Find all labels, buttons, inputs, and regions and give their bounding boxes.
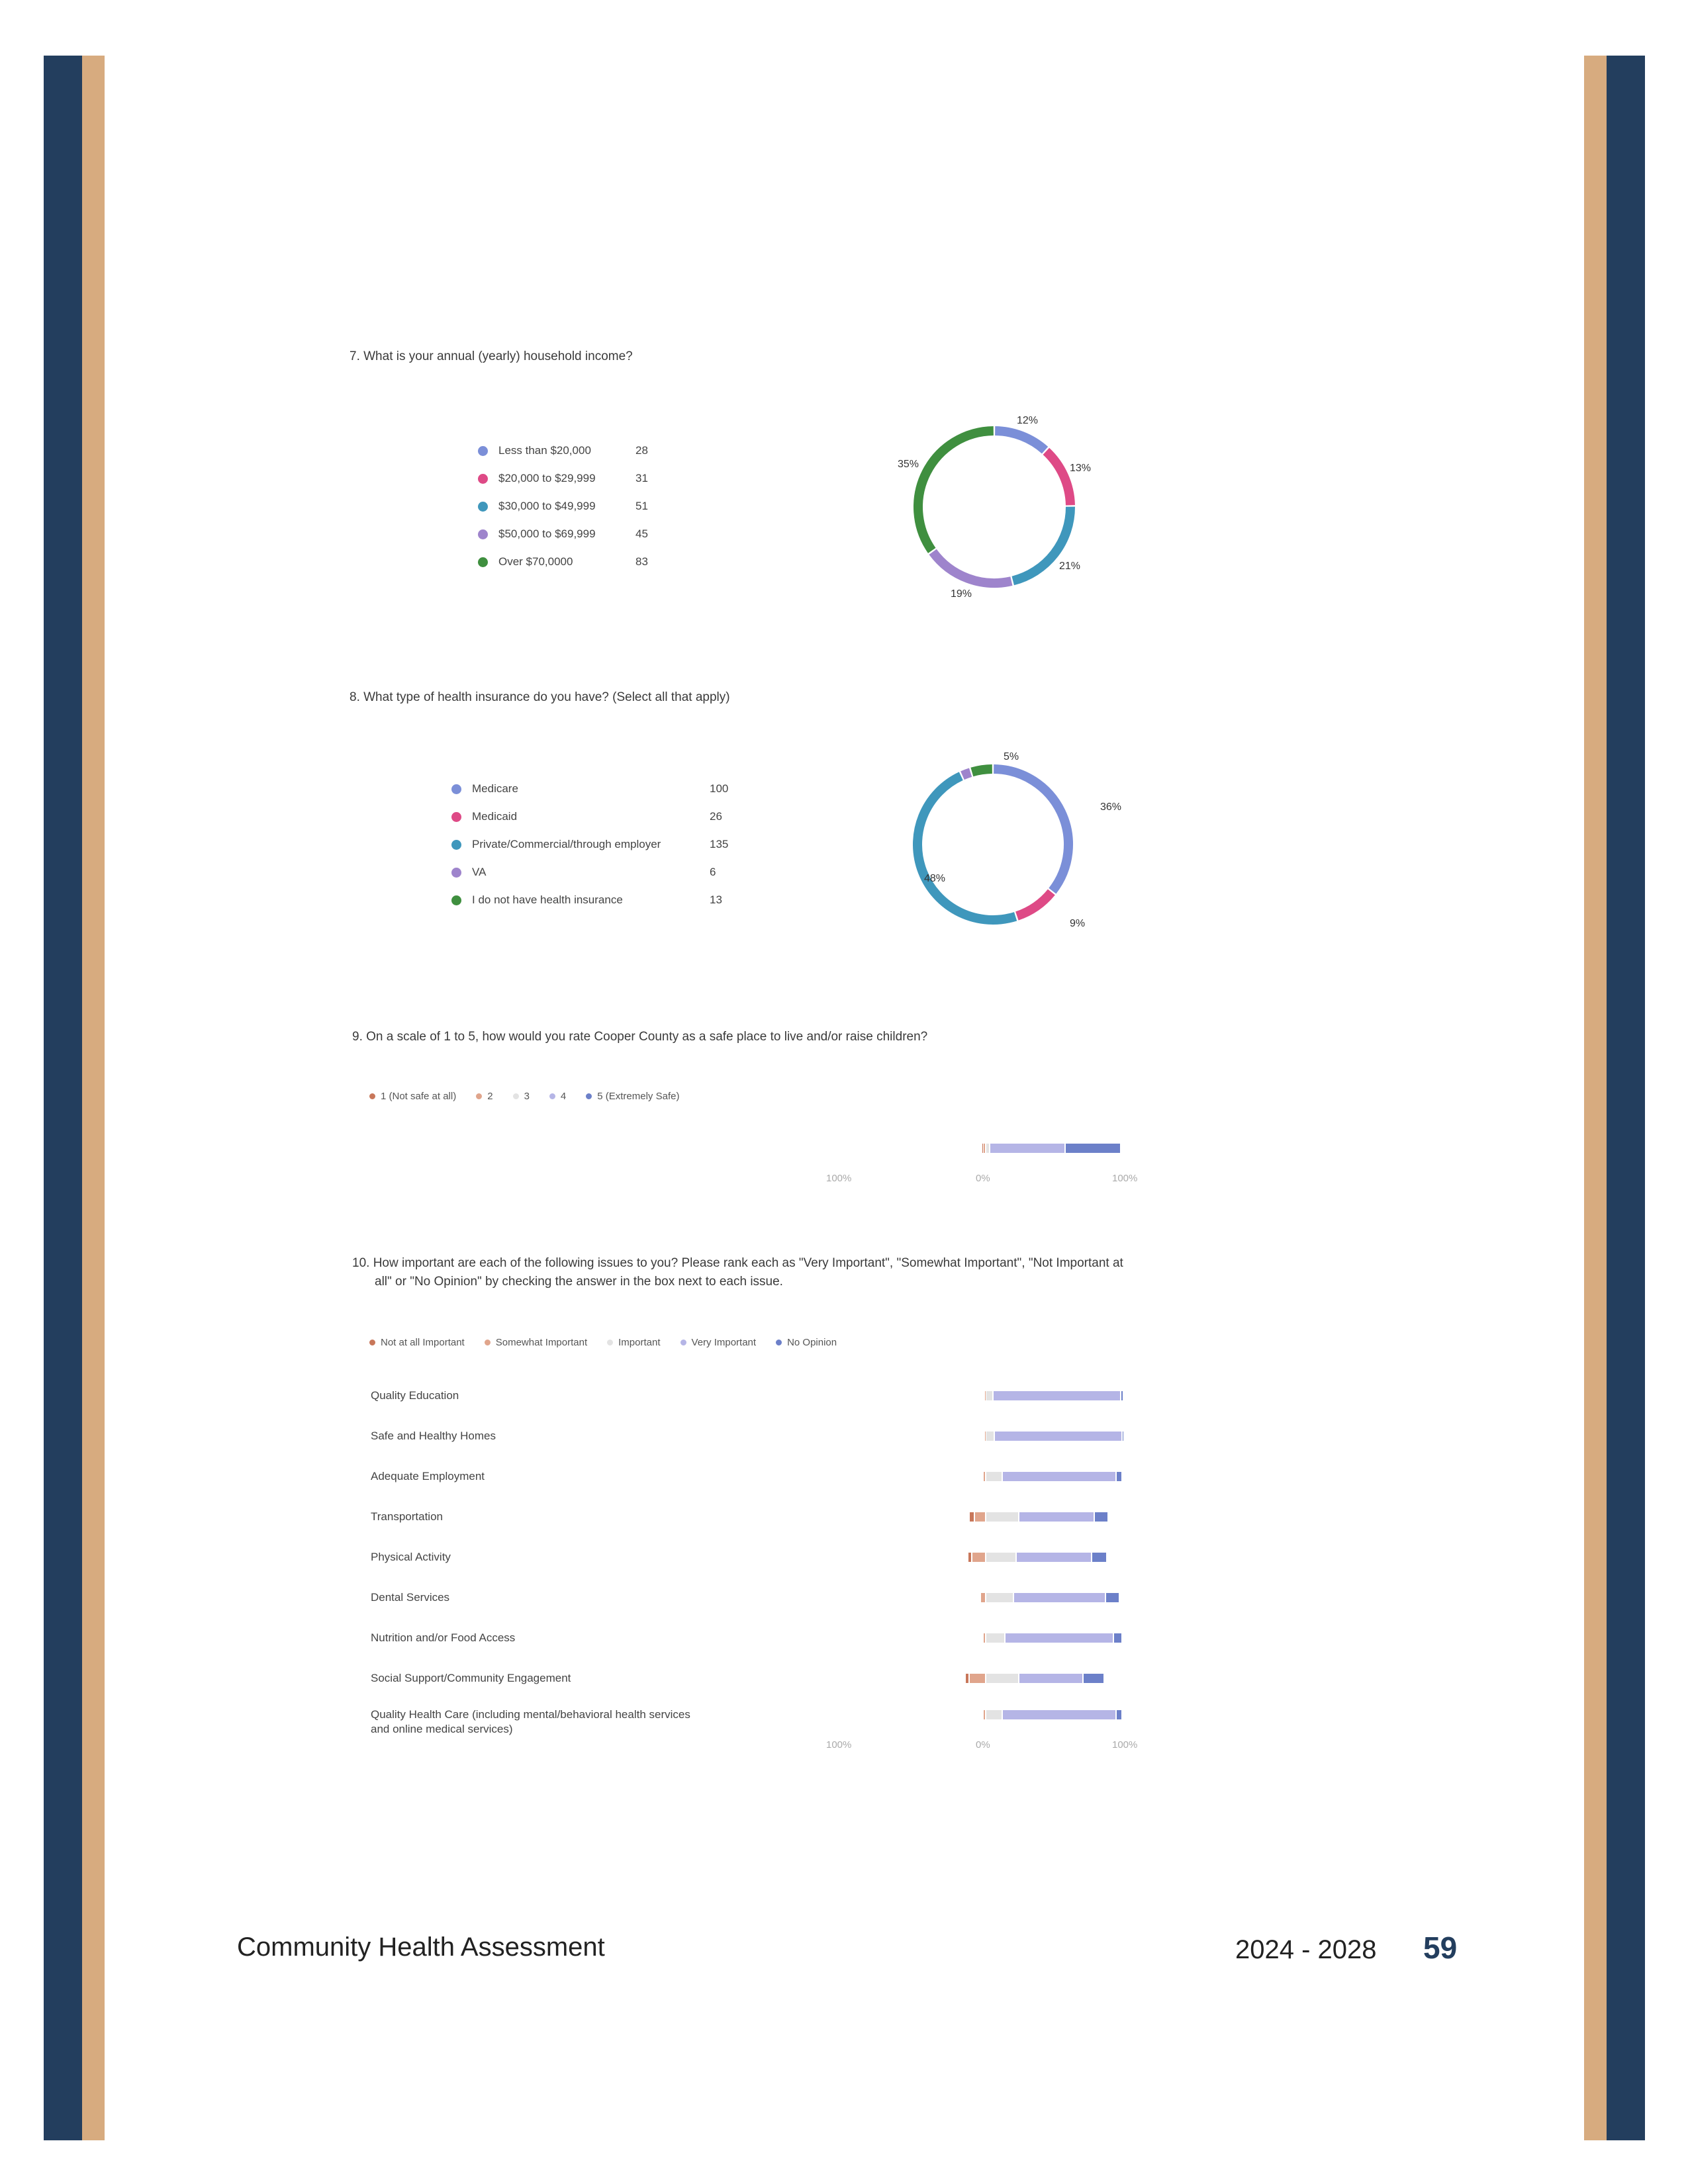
left-navy-band — [44, 56, 82, 2140]
legend-label: Less than $20,000 — [498, 444, 591, 457]
legend-label: 1 (Not safe at all) — [381, 1091, 457, 1102]
bar-segment — [1095, 1512, 1107, 1522]
issue-label-line1: Safe and Healthy Homes — [371, 1430, 496, 1442]
donut-percent-label: 5% — [1004, 751, 1019, 762]
donut-slice — [962, 772, 970, 776]
bar-segment — [981, 1593, 985, 1602]
legend-item — [451, 893, 623, 907]
legend-count: 31 — [635, 472, 648, 484]
q9-title: 9. On a scale of 1 to 5, how would you rate Cooper County as a safe place to live and/or raise children? — [352, 1030, 928, 1044]
legend-item — [478, 444, 591, 457]
bar-segment — [984, 1472, 985, 1481]
legend-label: I do not have health insurance — [472, 893, 623, 906]
legend-label: VA — [472, 866, 487, 878]
legend-count: 83 — [635, 555, 648, 568]
legend-swatch — [478, 474, 488, 484]
legend-label: 2 — [487, 1091, 493, 1102]
legend-label: $50,000 to $69,999 — [498, 527, 596, 540]
legend-swatch — [485, 1340, 491, 1345]
legend-swatch — [478, 557, 488, 567]
bar-segment — [1014, 1593, 1105, 1602]
legend-item — [451, 866, 486, 879]
donut-percent-label: 48% — [924, 873, 946, 884]
legend-label: Private/Commercial/through employer — [472, 838, 661, 850]
legend-label: 3 — [524, 1091, 530, 1102]
issue-label-line1: Quality Health Care (including mental/behavioral health services — [371, 1708, 690, 1721]
legend-swatch — [451, 812, 461, 822]
donut-percent-label: 19% — [951, 588, 972, 600]
donut-slice — [1046, 451, 1070, 505]
bar-segment — [1117, 1710, 1121, 1719]
donut-percent-label: 36% — [1100, 801, 1122, 813]
bar-segment — [1006, 1633, 1113, 1643]
bar-segment — [986, 1144, 989, 1153]
legend-label: $30,000 to $49,999 — [498, 500, 596, 512]
donut-slice — [917, 776, 1015, 920]
q10-title-line1: 10. How important are each of the following issues to you? Please rank each as "Very Important", "Somewhat Important", "Not Important at — [352, 1256, 1123, 1270]
q9-axis-zero: 0% — [976, 1173, 990, 1184]
bar-segment — [1092, 1553, 1106, 1562]
legend-swatch — [478, 446, 488, 456]
legend-swatch — [607, 1340, 613, 1345]
bar-segment — [970, 1512, 974, 1522]
issue-label — [371, 1590, 449, 1605]
legend-item — [451, 810, 517, 823]
legend-swatch — [476, 1093, 482, 1099]
legend-item — [549, 1091, 566, 1102]
bar-segment — [985, 1432, 986, 1441]
legend-item — [451, 782, 518, 796]
issue-label-line1: Adequate Employment — [371, 1470, 485, 1482]
bar-segment — [1066, 1144, 1120, 1153]
donut-percent-label: 35% — [898, 459, 919, 470]
legend-label: $20,000 to $29,999 — [498, 472, 596, 484]
q9-legend — [369, 1091, 699, 1102]
q9-axis-left: 100% — [826, 1173, 852, 1184]
legend-label: Medicaid — [472, 810, 518, 823]
bar-segment — [1003, 1472, 1115, 1481]
legend-swatch — [586, 1093, 592, 1099]
donut-slice — [994, 769, 1068, 891]
legend-swatch — [451, 895, 461, 905]
legend-label: Not at all Important — [381, 1337, 465, 1348]
legend-item — [513, 1091, 530, 1102]
legend-swatch — [680, 1340, 686, 1345]
legend-swatch — [513, 1093, 519, 1099]
legend-swatch — [451, 868, 461, 878]
legend-count: 6 — [710, 866, 716, 878]
footer-years: 2024 - 2028 — [1235, 1935, 1377, 1964]
bar-segment — [972, 1553, 985, 1562]
footer-title: Community Health Assessment — [237, 1933, 605, 1962]
issue-label-line1: Dental Services — [371, 1591, 450, 1604]
right-navy-band — [1607, 56, 1645, 2140]
bar-segment — [1019, 1674, 1082, 1683]
legend-swatch — [369, 1093, 375, 1099]
legend-item — [776, 1337, 837, 1348]
donut-slice — [1017, 892, 1051, 916]
legend-item — [478, 527, 596, 541]
bar-segment — [1106, 1593, 1119, 1602]
q10-legend — [369, 1337, 857, 1348]
legend-count: 28 — [635, 444, 648, 457]
legend-item — [476, 1091, 492, 1102]
bar-segment — [966, 1674, 968, 1683]
legend-label: Somewhat Important — [495, 1337, 588, 1348]
issue-label-line1: Nutrition and/or Food Access — [371, 1631, 516, 1644]
page-number: 59 — [1423, 1931, 1458, 1965]
issue-label-line1: Transportation — [371, 1510, 443, 1523]
bar-segment — [1003, 1710, 1115, 1719]
legend-item — [586, 1091, 679, 1102]
bar-segment — [986, 1553, 1015, 1562]
legend-count: 100 — [710, 782, 729, 795]
legend-count: 51 — [635, 500, 648, 512]
legend-label: 4 — [560, 1091, 567, 1102]
legend-label: Medicare — [472, 782, 518, 795]
legend-item — [478, 555, 573, 569]
legend-swatch — [549, 1093, 555, 1099]
issue-label-line1: Physical Activity — [371, 1551, 451, 1563]
bar-segment — [1084, 1674, 1103, 1683]
legend-item — [451, 838, 661, 851]
q10-axis-right: 100% — [1112, 1739, 1138, 1751]
donut-percent-label: 21% — [1059, 561, 1081, 572]
q8-title: 8. What type of health insurance do you have? (Select all that apply) — [350, 690, 730, 704]
bar-segment — [1114, 1633, 1121, 1643]
legend-swatch — [776, 1340, 782, 1345]
issue-label-line1: Social Support/Community Engagement — [371, 1672, 571, 1684]
issue-label — [371, 1388, 459, 1403]
issue-label-line1: Quality Education — [371, 1389, 459, 1402]
issue-label — [371, 1671, 571, 1686]
legend-label: Important — [618, 1337, 661, 1348]
bar-segment — [984, 1710, 985, 1719]
legend-item — [607, 1337, 660, 1348]
bar-segment — [986, 1512, 1018, 1522]
donut-percent-label: 13% — [1070, 463, 1092, 474]
q9-axis-right: 100% — [1112, 1173, 1138, 1184]
legend-item — [369, 1091, 456, 1102]
donut-slice — [918, 431, 994, 551]
donut-slice — [995, 431, 1045, 450]
issue-label — [371, 1631, 515, 1645]
legend-label: Over $70,0000 — [498, 555, 573, 568]
issue-label — [371, 1550, 451, 1565]
bar-segment — [986, 1432, 994, 1441]
bar-segment — [986, 1391, 992, 1400]
bar-segment — [985, 1391, 986, 1400]
legend-item — [478, 472, 596, 485]
legend-swatch — [478, 502, 488, 512]
right-tan-band — [1584, 56, 1607, 2140]
legend-count: 45 — [635, 527, 648, 540]
legend-item — [485, 1337, 587, 1348]
bar-segment — [994, 1391, 1120, 1400]
issue-label — [371, 1469, 485, 1484]
q10-title-line2: all" or "No Opinion" by checking the answer in the box next to each issue. — [375, 1275, 783, 1289]
bar-segment — [986, 1633, 1004, 1643]
legend-label: Very Important — [691, 1337, 757, 1348]
issue-label — [371, 1707, 690, 1737]
issue-label — [371, 1429, 496, 1443]
bar-segment — [986, 1710, 1002, 1719]
legend-swatch — [451, 784, 461, 794]
legend-item — [680, 1337, 757, 1348]
issue-label — [371, 1510, 443, 1524]
bar-segment — [982, 1144, 983, 1153]
legend-count: 13 — [710, 893, 722, 906]
bar-segment — [1019, 1512, 1093, 1522]
q10-axis-zero: 0% — [976, 1739, 990, 1751]
bar-segment — [1121, 1391, 1123, 1400]
bar-segment — [990, 1144, 1064, 1153]
legend-label: 5 (Extremely Safe) — [597, 1091, 680, 1102]
bar-segment — [986, 1593, 1013, 1602]
bar-segment — [995, 1432, 1121, 1441]
bar-segment — [986, 1674, 1018, 1683]
legend-label: No Opinion — [787, 1337, 837, 1348]
donut-slice — [933, 552, 1011, 583]
legend-swatch — [451, 840, 461, 850]
legend-count: 135 — [710, 838, 729, 850]
donut-slice — [972, 769, 992, 772]
bar-segment — [1017, 1553, 1090, 1562]
bar-segment — [1117, 1472, 1121, 1481]
legend-count: 26 — [710, 810, 722, 823]
q10-axis-left: 100% — [826, 1739, 852, 1751]
donut-percent-label: 12% — [1017, 415, 1039, 426]
left-tan-band — [82, 56, 105, 2140]
legend-item — [478, 500, 596, 513]
bar-segment — [984, 1144, 985, 1153]
legend-swatch — [478, 529, 488, 539]
legend-item — [369, 1337, 465, 1348]
legend-swatch — [369, 1340, 375, 1345]
bar-segment — [984, 1633, 985, 1643]
bar-segment — [970, 1674, 985, 1683]
issue-label-line2: and online medical services) — [371, 1723, 513, 1735]
bar-segment — [968, 1553, 971, 1562]
bar-segment — [986, 1472, 1002, 1481]
donut-percent-label: 9% — [1070, 918, 1086, 929]
q7-title: 7. What is your annual (yearly) household income? — [350, 349, 633, 363]
bar-segment — [975, 1512, 985, 1522]
